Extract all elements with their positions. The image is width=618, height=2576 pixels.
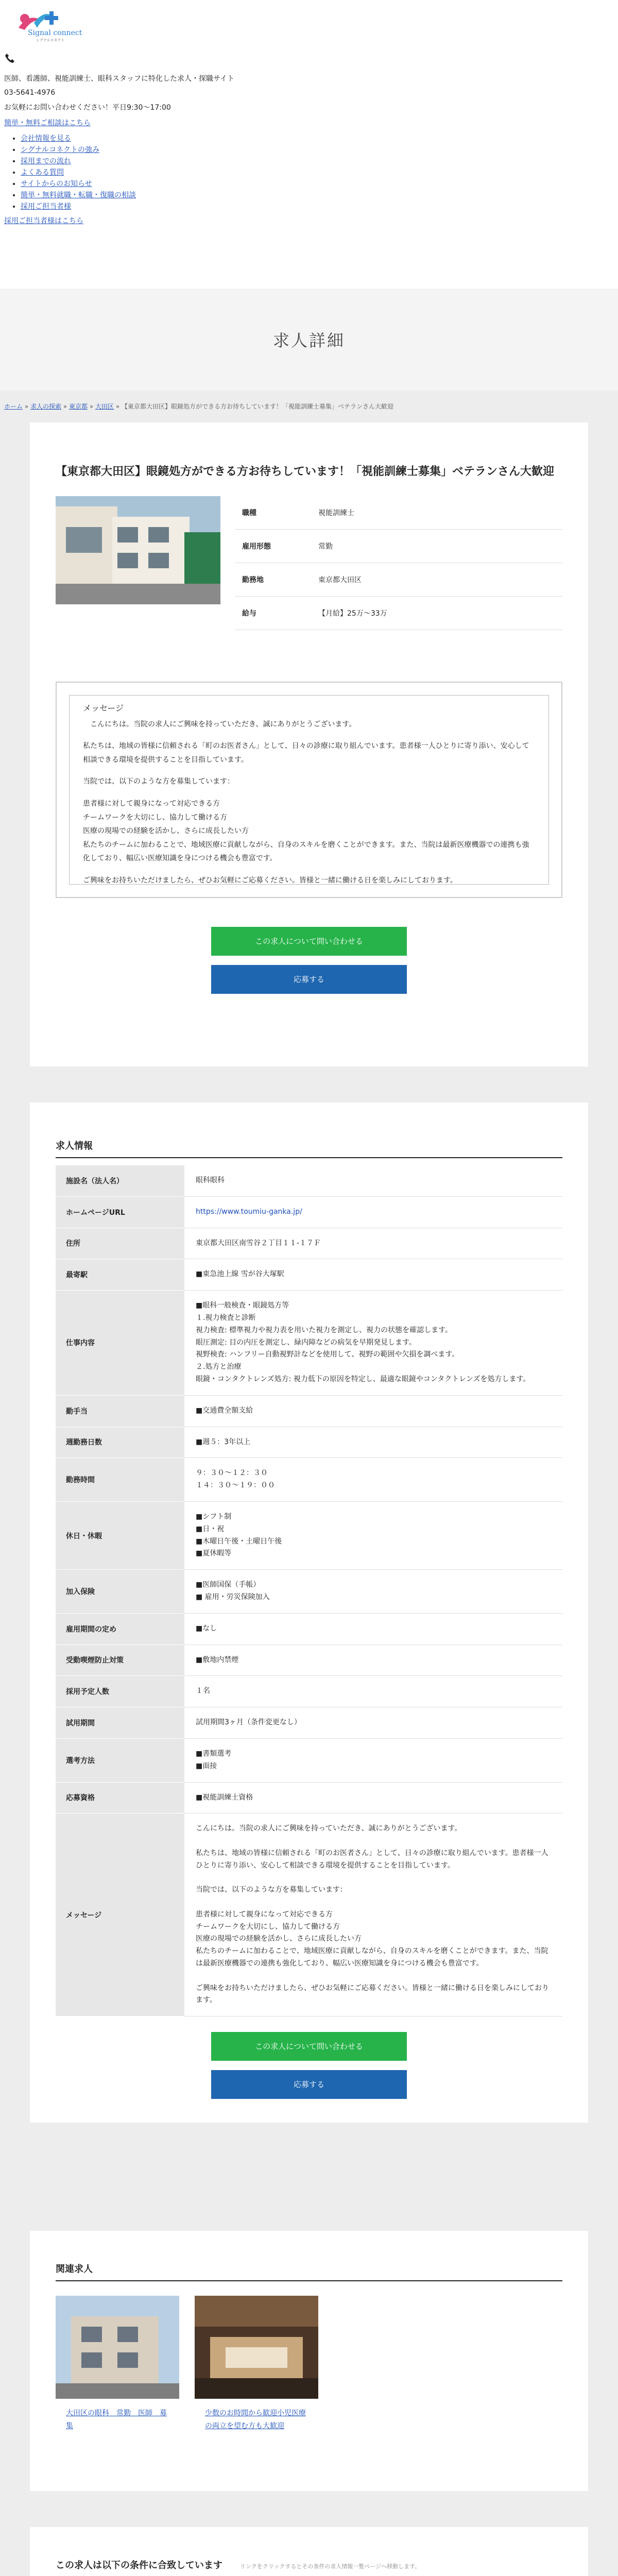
table-row: [56, 1291, 562, 1396]
related-jobs-card: [30, 2231, 588, 2491]
table-row: [235, 563, 562, 597]
job-overview-card: [30, 422, 588, 1066]
message-box: [56, 682, 562, 898]
logo-text: Signal connect: [28, 29, 82, 37]
message-paragraph: 私たちは、地域の皆様に信頼される「町のお医者さん」として、日々の診療に取り組んでいます。患者様一人ひとりに寄り添い、安心して相談できる環境を提供することを目指しています。: [83, 742, 529, 764]
breadcrumb-item[interactable]: 大田区: [95, 403, 114, 410]
job-summary-table: [235, 496, 562, 630]
table-row: [56, 1501, 562, 1569]
breadcrumb-item[interactable]: 東京都: [69, 403, 88, 410]
nav-item[interactable]: 簡単・無料就職・転職・復職の相談: [21, 191, 136, 199]
message-paragraph: 当院では、以下のような方を募集しています：: [83, 777, 234, 786]
table-row: [56, 1427, 562, 1458]
related-job[interactable]: [56, 2296, 179, 2433]
info-key: 最寄駅: [56, 1259, 184, 1291]
info-value: ■敷地内禁煙: [184, 1645, 562, 1676]
info-key: 試用期間: [56, 1707, 184, 1739]
info-value: ■週５：3年以上: [184, 1427, 562, 1458]
table-row: [56, 1259, 562, 1291]
site-header: [0, 0, 618, 289]
message-paragraph: ご興味をお持ちいただけましたら、ぜひお気軽にご応募ください。皆様と一緒に働ける日を楽しみにしております。: [83, 876, 457, 885]
info-key: 採用予定人数: [56, 1676, 184, 1707]
nav-item[interactable]: 会社情報を見る: [21, 134, 71, 143]
header-hours: お気軽にお問い合わせください！平日9:30～17:00: [4, 104, 171, 112]
summary-value: 【月給】25万～33万: [311, 597, 562, 630]
info-key: 施設名（法人名）: [56, 1165, 184, 1196]
info-value: 眼科眼科: [184, 1165, 562, 1196]
job-title: 【東京都大田区】眼鏡処方ができる方お待ちしています！「視能訓練士募集」ベテランさん大歓迎: [56, 465, 555, 478]
job-info-card: [30, 1103, 588, 2123]
info-value: ■医師国保（手帳） ■ 雇用・労災保険加入: [184, 1570, 562, 1614]
header-tagline: 医師、看護師、視能訓練士、眼科スタッフに特化した求人・探職サイト: [4, 75, 235, 83]
related-job-image[interactable]: [56, 2296, 179, 2399]
inquire-button[interactable]: この求人について問い合わせる: [211, 927, 407, 956]
related-job-image[interactable]: [195, 2296, 318, 2399]
conditions-title: この求人は以下の条件に合致しています: [56, 2560, 222, 2571]
info-key: 応募資格: [56, 1782, 184, 1814]
nav-item[interactable]: サイトからのお知らせ: [21, 180, 92, 188]
table-row: [56, 1676, 562, 1707]
phone-icon[interactable]: [4, 53, 614, 66]
info-value: ■眼科一般検査・眼鏡処方等 １.視力検査と診断 視力検査: 標準視力や視力表を用いた視力を測定し、視力の状態を確認します。 眼圧測定: 目の内圧を測定し、緑内障などの病気を早期発見します。 視野検査: ハンフリー自動視野計などを使用して、視野の範囲や欠損を調べます。 ２.処方と治療 眼鏡・コンタクトレンズ処方: 視力低下の原因を特定し、最適な眼鏡やコンタクトレンズを処方します。: [184, 1291, 562, 1396]
info-value: ■シフト制 ■日・祝 ■木曜日午後・土曜日午後 ■夏休暇等: [184, 1501, 562, 1569]
table-row: [56, 1613, 562, 1645]
message-paragraph: 患者様に対して親身になって対応できる方 チームワークを大切にし、協力して働ける方 医療の現場での経験を活かし、さらに成長したい方 私たちのチームに加わることで、地域医療に貢献しながら、自身のスキルを磨くことができます。また、当院は最新医療機器での連携も強化しており、幅広い医療知識を身につける機会も豊富です。: [83, 799, 529, 863]
nav-item[interactable]: 採用ご担当者様: [21, 202, 71, 211]
info-value: １名: [184, 1676, 562, 1707]
table-row: [235, 496, 562, 530]
breadcrumb-current: 【東京都大田区】眼鏡処方ができる方お待ちしています！「視能訓練士募集」ベテランさん大歓迎: [122, 403, 394, 410]
info-key: 選考方法: [56, 1738, 184, 1782]
recruiter-link[interactable]: 採用ご担当者様はこちら: [4, 217, 83, 225]
table-row: [56, 1228, 562, 1259]
summary-key: 雇用形態: [235, 530, 311, 563]
info-value: ■東急池上線 雪が谷大塚駅: [184, 1259, 562, 1291]
table-row: [235, 530, 562, 563]
info-key: メッセージ: [56, 1814, 184, 2016]
inquire-button[interactable]: この求人について問い合わせる: [211, 2032, 407, 2061]
info-value: 東京都大田区南雪谷２丁目１１-１７Ｆ: [184, 1228, 562, 1259]
info-key: 雇用期間の定め: [56, 1613, 184, 1645]
table-row: [56, 1707, 562, 1739]
table-row: [56, 1196, 562, 1228]
info-key: ホームページURL: [56, 1196, 184, 1228]
header-phone: 03-5641-4976: [4, 89, 56, 97]
message-label: メッセージ: [83, 703, 124, 714]
breadcrumb: ホーム » 求人の探索 » 東京都 » 大田区 » 【東京都大田区】眼鏡処方ができる方お待ちしています！「視能訓練士募集」ベテランさん大歓迎: [4, 403, 394, 410]
breadcrumb-item[interactable]: ホーム: [4, 403, 23, 410]
summary-key: 給与: [235, 597, 311, 630]
info-key: 仕事内容: [56, 1291, 184, 1396]
nav-item[interactable]: 採用までの流れ: [21, 157, 71, 165]
info-key: 休日・休暇: [56, 1501, 184, 1569]
info-value: こんにちは。当院の求人にご興味を持っていただき、誠にありがとうございます。 私たちは、地域の皆様に信頼される「町のお医者さん」として、日々の診療に取り組んでいます。患者様一人ひとりに寄り添い、安心して相談できる環境を提供することを目指しています。 当院では、以下のような方を募集しています： 患者様に対して親身になって対応できる方 チームワークを大切にし、協力して働ける方 医療の現場での経験を活かし、さらに成長したい方 私たちのチームに加わることで、地域医療に貢献しながら、自身のスキルを磨くことができます。また、当院は最新医療機器での連携も強化しており、幅広い医療知識を身につける機会も豊富です。 ご興味をお持ちいただけましたら、ぜひお気軽にご応募ください。皆様と一緒に働ける日を楽しみにしております。: [184, 1814, 562, 2016]
message-paragraph: こんにちは。当院の求人にご興味を持っていただき、誠にありがとうございます。: [83, 720, 356, 728]
table-row: [56, 1645, 562, 1676]
nav-item[interactable]: よくある質問: [21, 168, 64, 177]
summary-key: 職種: [235, 496, 311, 530]
info-key: 勤手当: [56, 1395, 184, 1427]
table-row: [56, 1165, 562, 1196]
info-value: ■交通費全額支給: [184, 1395, 562, 1427]
logo-subtext: シグナルコネクト: [36, 38, 65, 42]
info-value: ９：３０～１２：３０ １４：３０～１９：００: [184, 1458, 562, 1502]
table-row: [56, 1782, 562, 1814]
table-row: [56, 1814, 562, 2016]
info-value: 試用期間3ヶ月（条件変更なし）: [184, 1707, 562, 1739]
section-title: 求人情報: [56, 1139, 562, 1158]
info-value: ■視能訓練士資格: [184, 1782, 562, 1814]
apply-button[interactable]: 応募する: [211, 2070, 407, 2099]
related-job[interactable]: [195, 2296, 318, 2433]
summary-key: 勤務地: [235, 563, 311, 597]
breadcrumb-item[interactable]: 求人の探索: [30, 403, 62, 410]
info-key: 加入保険: [56, 1570, 184, 1614]
info-key: 週勤務日数: [56, 1427, 184, 1458]
conditions-subtitle: リンクをクリックするとその条件の求人情報一覧ページへ移動します。: [240, 2563, 421, 2570]
related-job-link[interactable]: 大田区の眼科 常勤 医師 募集: [66, 2409, 167, 2431]
table-row: [56, 1458, 562, 1502]
summary-value: 東京都大田区: [311, 563, 562, 597]
info-value[interactable]: https://www.toumiu-ganka.jp/: [184, 1196, 562, 1228]
page-title: 求人詳細: [272, 331, 345, 350]
related-job-link[interactable]: 少数のお時間から歓迎小児医療の両立を望む方も大歓迎: [205, 2409, 306, 2431]
summary-value: 視能訓練士: [311, 496, 562, 530]
register-link[interactable]: 簡単・無料ご相談はこちら: [4, 119, 91, 127]
table-row: [56, 1738, 562, 1782]
page-hero: [0, 289, 618, 391]
header-nav: [12, 133, 614, 211]
site-logo[interactable]: [13, 7, 82, 43]
info-key: 受動喫煙防止対策: [56, 1645, 184, 1676]
table-row: [235, 597, 562, 630]
table-row: [56, 1570, 562, 1614]
job-info-table: [56, 1165, 562, 2016]
table-row: [56, 1395, 562, 1427]
info-value: ■書類選考 ■面接: [184, 1738, 562, 1782]
summary-value: 常勤: [311, 530, 562, 563]
info-key: 勤務時間: [56, 1458, 184, 1502]
info-value: ■なし: [184, 1613, 562, 1645]
info-key: 住所: [56, 1228, 184, 1259]
nav-item[interactable]: シグナルコネクトの強み: [21, 146, 100, 154]
conditions-card: [30, 2527, 588, 2576]
clinic-photo: [56, 496, 220, 604]
apply-button[interactable]: 応募する: [211, 965, 407, 994]
section-title: 関連求人: [56, 2262, 562, 2281]
